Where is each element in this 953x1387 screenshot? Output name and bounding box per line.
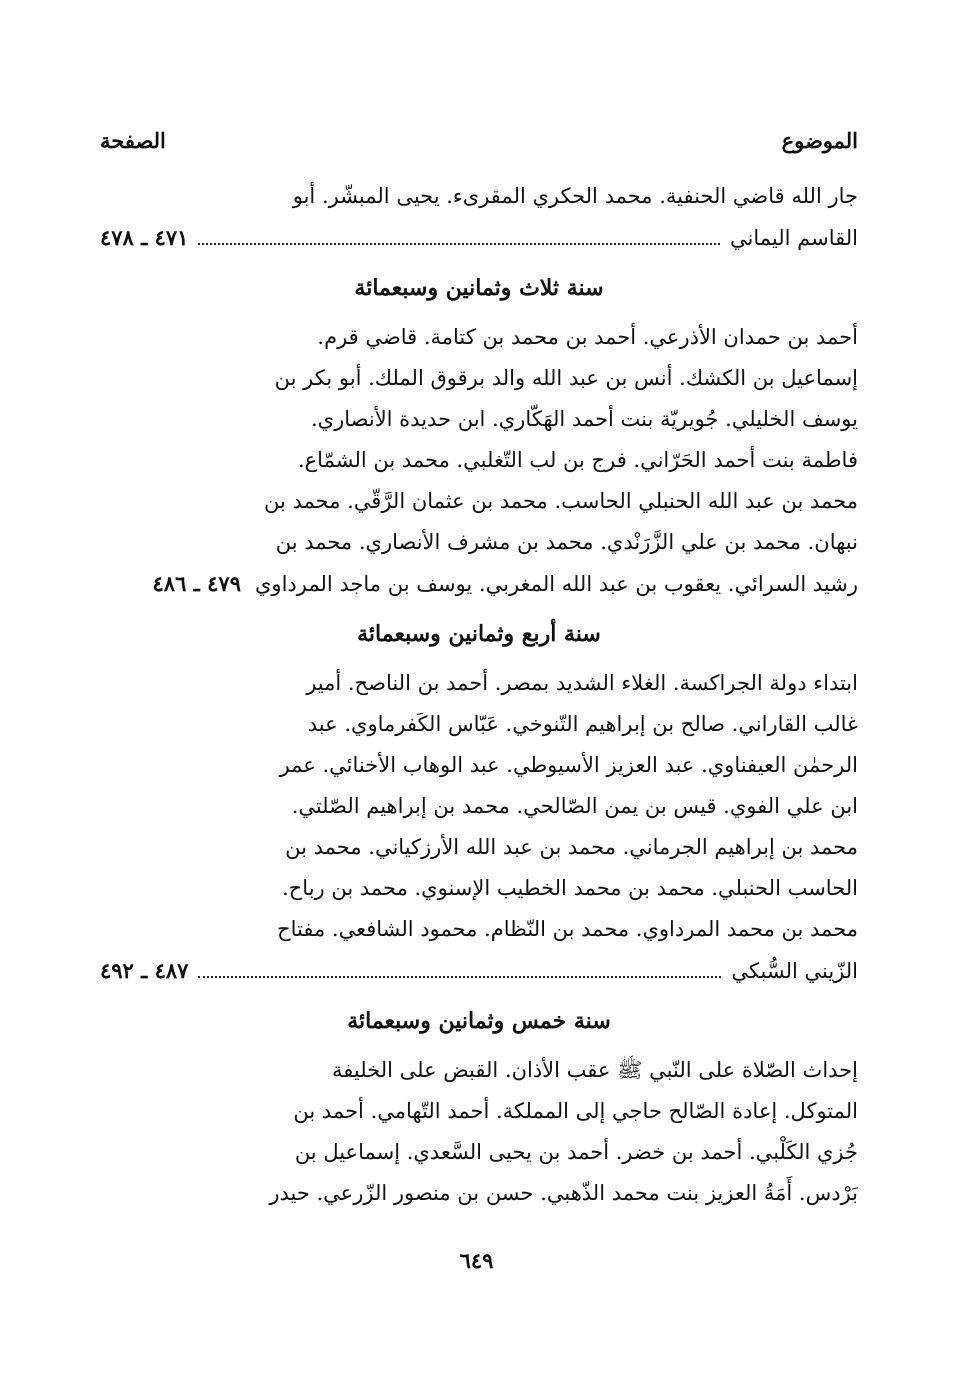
entry-line: ابن علي الفوي. قيس بن يمن الصّالحي. محمد بن إبراهيم الصّلتي. xyxy=(291,794,858,818)
index-page xyxy=(100,128,858,1327)
entry-line: بَرْدس. أَمَةُ العزيز بنت محمد الذّهبي. حسن بن منصور الزّرعي. حيدر xyxy=(269,1181,858,1205)
page-column-label: الصفحة xyxy=(100,128,166,153)
topic-column-label: الموضوع xyxy=(781,128,858,153)
entry-line: الرحمٰن العيفناوي. عبد العزيز الأسيوطي. عبد الوهاب الأخنائي. عمر xyxy=(279,753,858,777)
entry-line: محمد بن محمد المرداوي. محمد بن النّظام. محمود الشافعي. مفتاح xyxy=(277,917,858,941)
entry-line: ابتداء دولة الجراكسة. الغلاء الشديد بمصر. أحمد بن الناصح. أمير xyxy=(306,671,858,695)
page-range: ٤٧١ ـ ٤٧٨ xyxy=(100,225,189,250)
entry-line: فاطمة بنت أحمد الحَرّاني. فرج بن لب التّغلبي. محمد بن الشمّاع. xyxy=(297,448,858,472)
column-header xyxy=(100,128,858,176)
entry-line: رشيد السرائي. يعقوب بن عبد الله المغربي. يوسف بن ماجد المرداوي xyxy=(255,572,858,596)
dotted-leader xyxy=(198,243,720,245)
entry-line: يوسف الخليلي. جُويريّة بنت أحمد الهَكّاري. ابن حديدة الأنصاري. xyxy=(310,407,858,431)
entry-line: جار الله قاضي الحنفية. محمد الحكري المقرىء. يحيى المبشّر. أبو xyxy=(292,184,858,208)
entry-line: الحاسب الحنبلي. محمد بن محمد الخطيب الإسنوي. محمد بن رباح. xyxy=(282,876,858,900)
entry-line: نبهان. محمد بن علي الزَّرَنْدي. محمد بن مشرف الأنصاري. محمد بن xyxy=(275,530,858,554)
entry-line: القاسم اليماني xyxy=(730,226,858,250)
entry-block-continuation xyxy=(100,176,858,259)
entry-last-line xyxy=(100,950,858,992)
entry-line: محمد بن عبد الله الحنبلي الحاسب. محمد بن عثمان الرَّقّي. محمد بن xyxy=(263,489,858,513)
entry-line: جُزي الكَلْبي. أحمد بن خضر. أحمد بن يحيى السَّعدي. إسماعيل بن xyxy=(294,1140,858,1164)
entry-line: محمد بن إبراهيم الجرماني. محمد بن عبد الله الأرزكياني. محمد بن xyxy=(285,835,858,859)
entry-line: إسماعيل بن الكشك. أنس بن عبد الله والد برقوق الملك. أبو بكر بن xyxy=(274,366,858,390)
section-heading-785: سنة خمس وثمانين وسبعمائة xyxy=(347,1008,611,1034)
dotted-leader xyxy=(198,976,721,978)
entry-last-line xyxy=(100,563,858,605)
entry-line: إحداث الصّلاة على النّبي ﷺ عقب الأذان. القبض على الخليفة xyxy=(332,1058,858,1082)
page-number: ٦٤٩ xyxy=(459,1248,494,1273)
entry-line: المتوكل. إعادة الصّالح حاجي إلى المملكة. أحمد التّهامي. أحمد بن xyxy=(293,1099,858,1123)
entry-last-line xyxy=(100,217,858,259)
entry-block-783 xyxy=(100,317,858,605)
entry-block-785 xyxy=(100,1050,858,1214)
entry-line: أحمد بن حمدان الأذرعي. أحمد بن محمد بن كتامة. قاضي قرم. xyxy=(317,325,858,349)
section-heading-783: سنة ثلاث وثمانين وسبعمائة xyxy=(354,275,604,301)
section-heading-784: سنة أربع وثمانين وسبعمائة xyxy=(357,621,601,647)
page-range: ٤٧٩ ـ ٤٨٦ xyxy=(152,571,241,596)
entry-line: الزّيني السُّبكي xyxy=(731,959,858,983)
entry-block-784 xyxy=(100,663,858,992)
page-range: ٤٨٧ ـ ٤٩٢ xyxy=(100,958,189,983)
entry-line: غالب القاراني. صالح بن إبراهيم التّنوخي. عَبّاس الكَفرماوي. عبد xyxy=(307,712,858,736)
